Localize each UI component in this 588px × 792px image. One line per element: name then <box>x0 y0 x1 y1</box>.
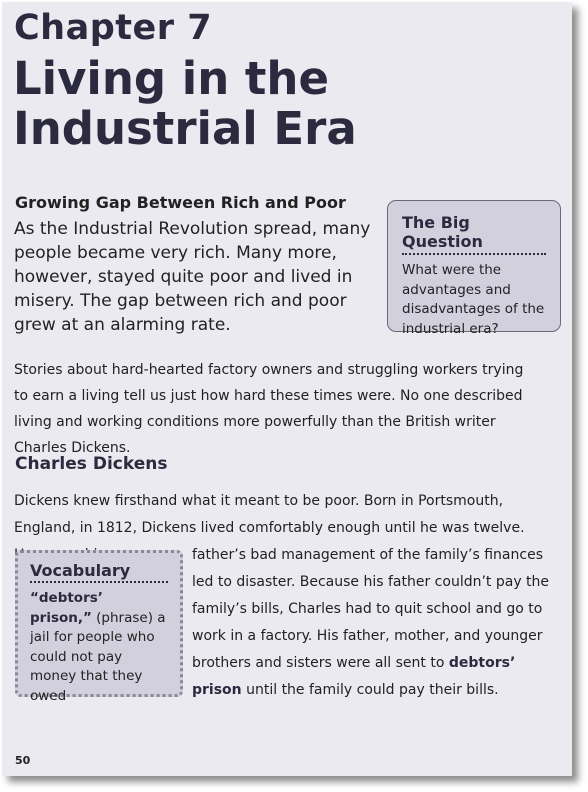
big-question-title: The Big Question <box>402 213 546 255</box>
vocabulary-box <box>15 550 183 704</box>
vocabulary-term: “debtors’ prison,” <box>30 590 103 626</box>
big-question-box <box>387 200 561 337</box>
section-heading: Growing Gap Between Rich and Poor <box>15 193 346 212</box>
dickens-paragraph-top: Dickens knew firsthand what it meant to be poor. Born in Portsmouth, England, in 1812, Dickens lived comfortably enough until he was twelve. <box>14 493 525 536</box>
body-paragraph: Stories about hard-hearted factory owners and struggling workers trying to earn a living tell us just how hard these times were. No one described living and working conditions more powerfully than the British writer Charles Dickens. <box>14 362 524 456</box>
dickens-text-before: father’s bad management of the family’s finances led to disaster. Because his father couldn’t pay the family’s bills, Charles had to quit school and go to work in a factory. His father, mother, and younger brothers and sisters were all sent to <box>192 547 550 671</box>
chapter-title: Living in the Industrial Era <box>13 52 357 155</box>
dickens-paragraph-side <box>192 542 557 704</box>
vocabulary-definition <box>30 589 168 706</box>
vocabulary-title: Vocabulary <box>30 561 168 583</box>
dickens-text-after: until the family could pay their bills. <box>241 682 499 698</box>
page-number: 50 <box>15 754 31 767</box>
subsection-heading: Charles Dickens <box>15 454 168 474</box>
vocabulary-definition-text: (phrase) a jail for people who could not pay money that they owed <box>30 609 166 704</box>
big-question-text: What were the advantages and disadvantages of the industrial era? <box>402 262 545 337</box>
vocabulary-term-highlight: debtors’ prison <box>192 655 516 698</box>
chapter-label: Chapter 7 <box>14 8 213 48</box>
intro-paragraph: As the Industrial Revolution spread, many people became very rich. Many more, however, stayed quite poor and lived in misery. The gap between rich and poor grew at an alarming rate. <box>14 219 371 335</box>
textbook-page <box>2 2 572 776</box>
